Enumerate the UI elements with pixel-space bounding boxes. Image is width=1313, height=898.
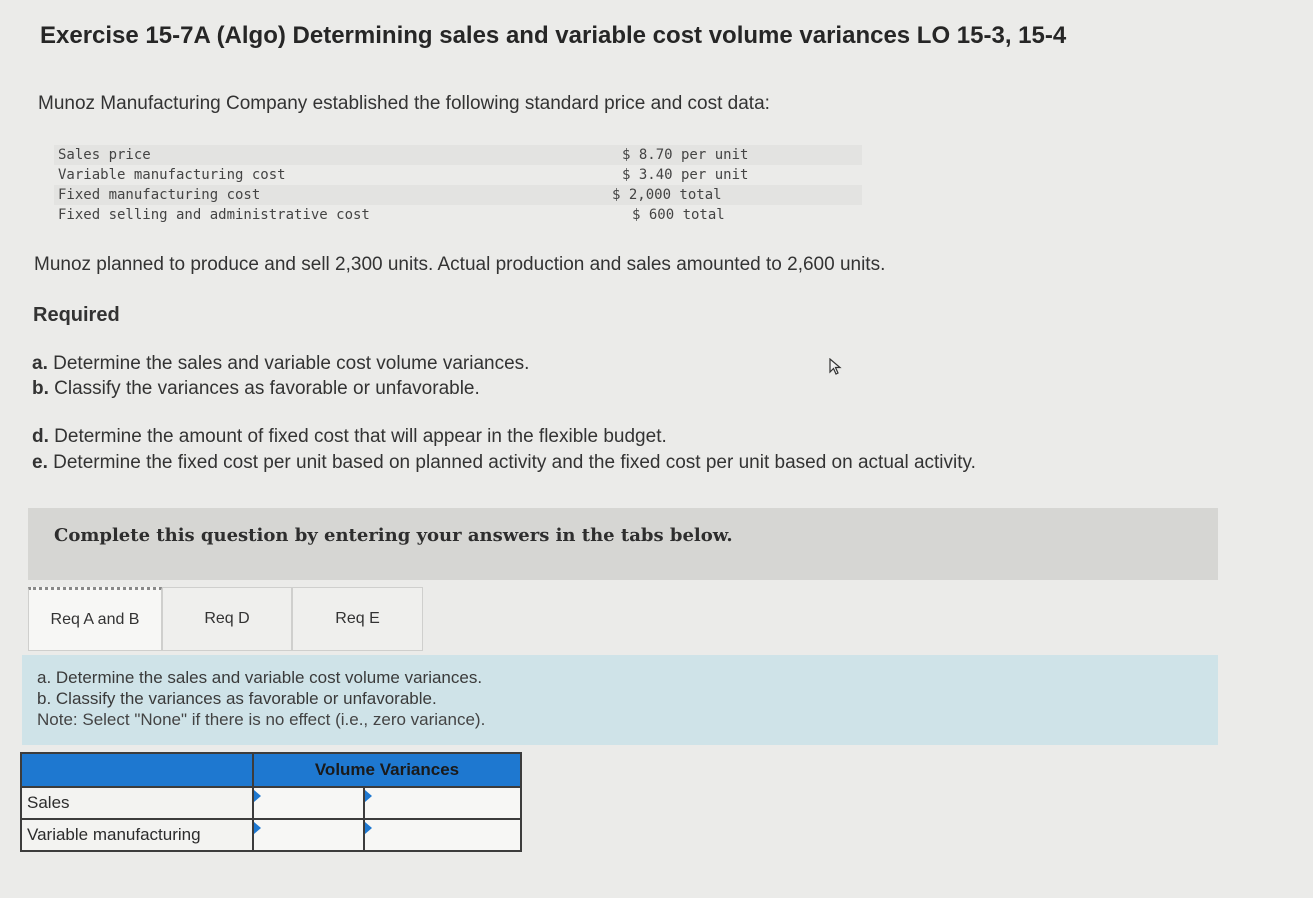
- requirement-letter: e.: [32, 452, 48, 473]
- row-label: Sales: [21, 787, 253, 819]
- row-label: Variable manufacturing: [21, 819, 253, 851]
- mouse-pointer-icon: [828, 358, 844, 376]
- planned-activity-text: Munoz planned to produce and sell 2,300 units. Actual production and sales amounted to 2,600 units.: [34, 254, 886, 275]
- tab-req-a-and-b[interactable]: [28, 587, 162, 651]
- intro-text: Munoz Manufacturing Company established the following standard price and cost data:: [38, 93, 770, 114]
- instruction-line-b: b. Classify the variances as favorable or unfavorable.: [37, 689, 437, 708]
- variable-manufacturing-amount-input[interactable]: [253, 819, 364, 851]
- input-marker-icon: [254, 822, 261, 834]
- table-row: [21, 819, 521, 851]
- instruction-text: Complete this question by entering your answers in the tabs below.: [54, 525, 733, 546]
- required-heading: Required: [33, 304, 120, 326]
- variable-manufacturing-classification-select[interactable]: [364, 819, 521, 851]
- tab-label: Req D: [204, 610, 250, 627]
- tab-label: Req E: [335, 610, 380, 627]
- requirement-text: Determine the sales and variable cost volume variances.: [53, 353, 530, 374]
- cost-row: [54, 145, 862, 165]
- sales-amount-input[interactable]: [253, 787, 364, 819]
- requirement-letter: b.: [32, 378, 49, 399]
- volume-variances-header: Volume Variances: [253, 753, 521, 787]
- requirement-item: [32, 376, 480, 401]
- input-marker-icon: [254, 790, 261, 802]
- requirement-item: [32, 351, 529, 376]
- dropdown-marker-icon: [365, 822, 372, 834]
- cost-label: Fixed manufacturing cost: [54, 185, 538, 205]
- requirement-item: [32, 450, 976, 475]
- instruction-line-a: a. Determine the sales and variable cost volume variances.: [37, 668, 483, 687]
- cost-row: [54, 185, 862, 205]
- cost-row: [54, 165, 862, 185]
- cost-label: Fixed selling and administrative cost: [58, 207, 370, 223]
- tab-req-e[interactable]: [292, 587, 423, 651]
- requirement-text: Classify the variances as favorable or unfavorable.: [54, 378, 480, 399]
- cost-row: [54, 205, 862, 225]
- cost-value: $ 2,000 total: [538, 185, 862, 205]
- cost-label: Variable manufacturing cost: [58, 167, 286, 183]
- requirement-text: Determine the amount of fixed cost that will appear in the flexible budget.: [54, 426, 667, 447]
- cost-value: $ 3.40 per unit: [622, 167, 749, 183]
- sales-classification-select[interactable]: [364, 787, 521, 819]
- requirement-letter: d.: [32, 426, 49, 447]
- instruction-note: Note: Select "None" if there is no effect (i.e., zero variance).: [37, 710, 486, 729]
- instruction-banner: [28, 508, 1218, 580]
- tab-req-d[interactable]: [162, 587, 292, 651]
- standard-cost-table: [54, 145, 862, 225]
- tab-instructions: [22, 655, 1218, 745]
- requirement-item: [32, 424, 667, 449]
- table-header-row: [21, 753, 521, 787]
- cost-value: $ 8.70 per unit: [538, 145, 862, 165]
- header-blank-cell: [21, 753, 253, 787]
- dropdown-marker-icon: [365, 790, 372, 802]
- cost-value: $ 600 total: [632, 207, 725, 223]
- volume-variance-table: [20, 752, 522, 852]
- tab-label: Req A and B: [50, 611, 140, 628]
- exercise-title: Exercise 15-7A (Algo) Determining sales and variable cost volume variances LO 15-3, 15-4: [40, 22, 1067, 49]
- table-row: [21, 787, 521, 819]
- requirement-letter: a.: [32, 353, 48, 374]
- cost-label: Sales price: [54, 145, 538, 165]
- requirement-text: Determine the fixed cost per unit based on planned activity and the fixed cost per unit based on actual activity.: [53, 452, 976, 473]
